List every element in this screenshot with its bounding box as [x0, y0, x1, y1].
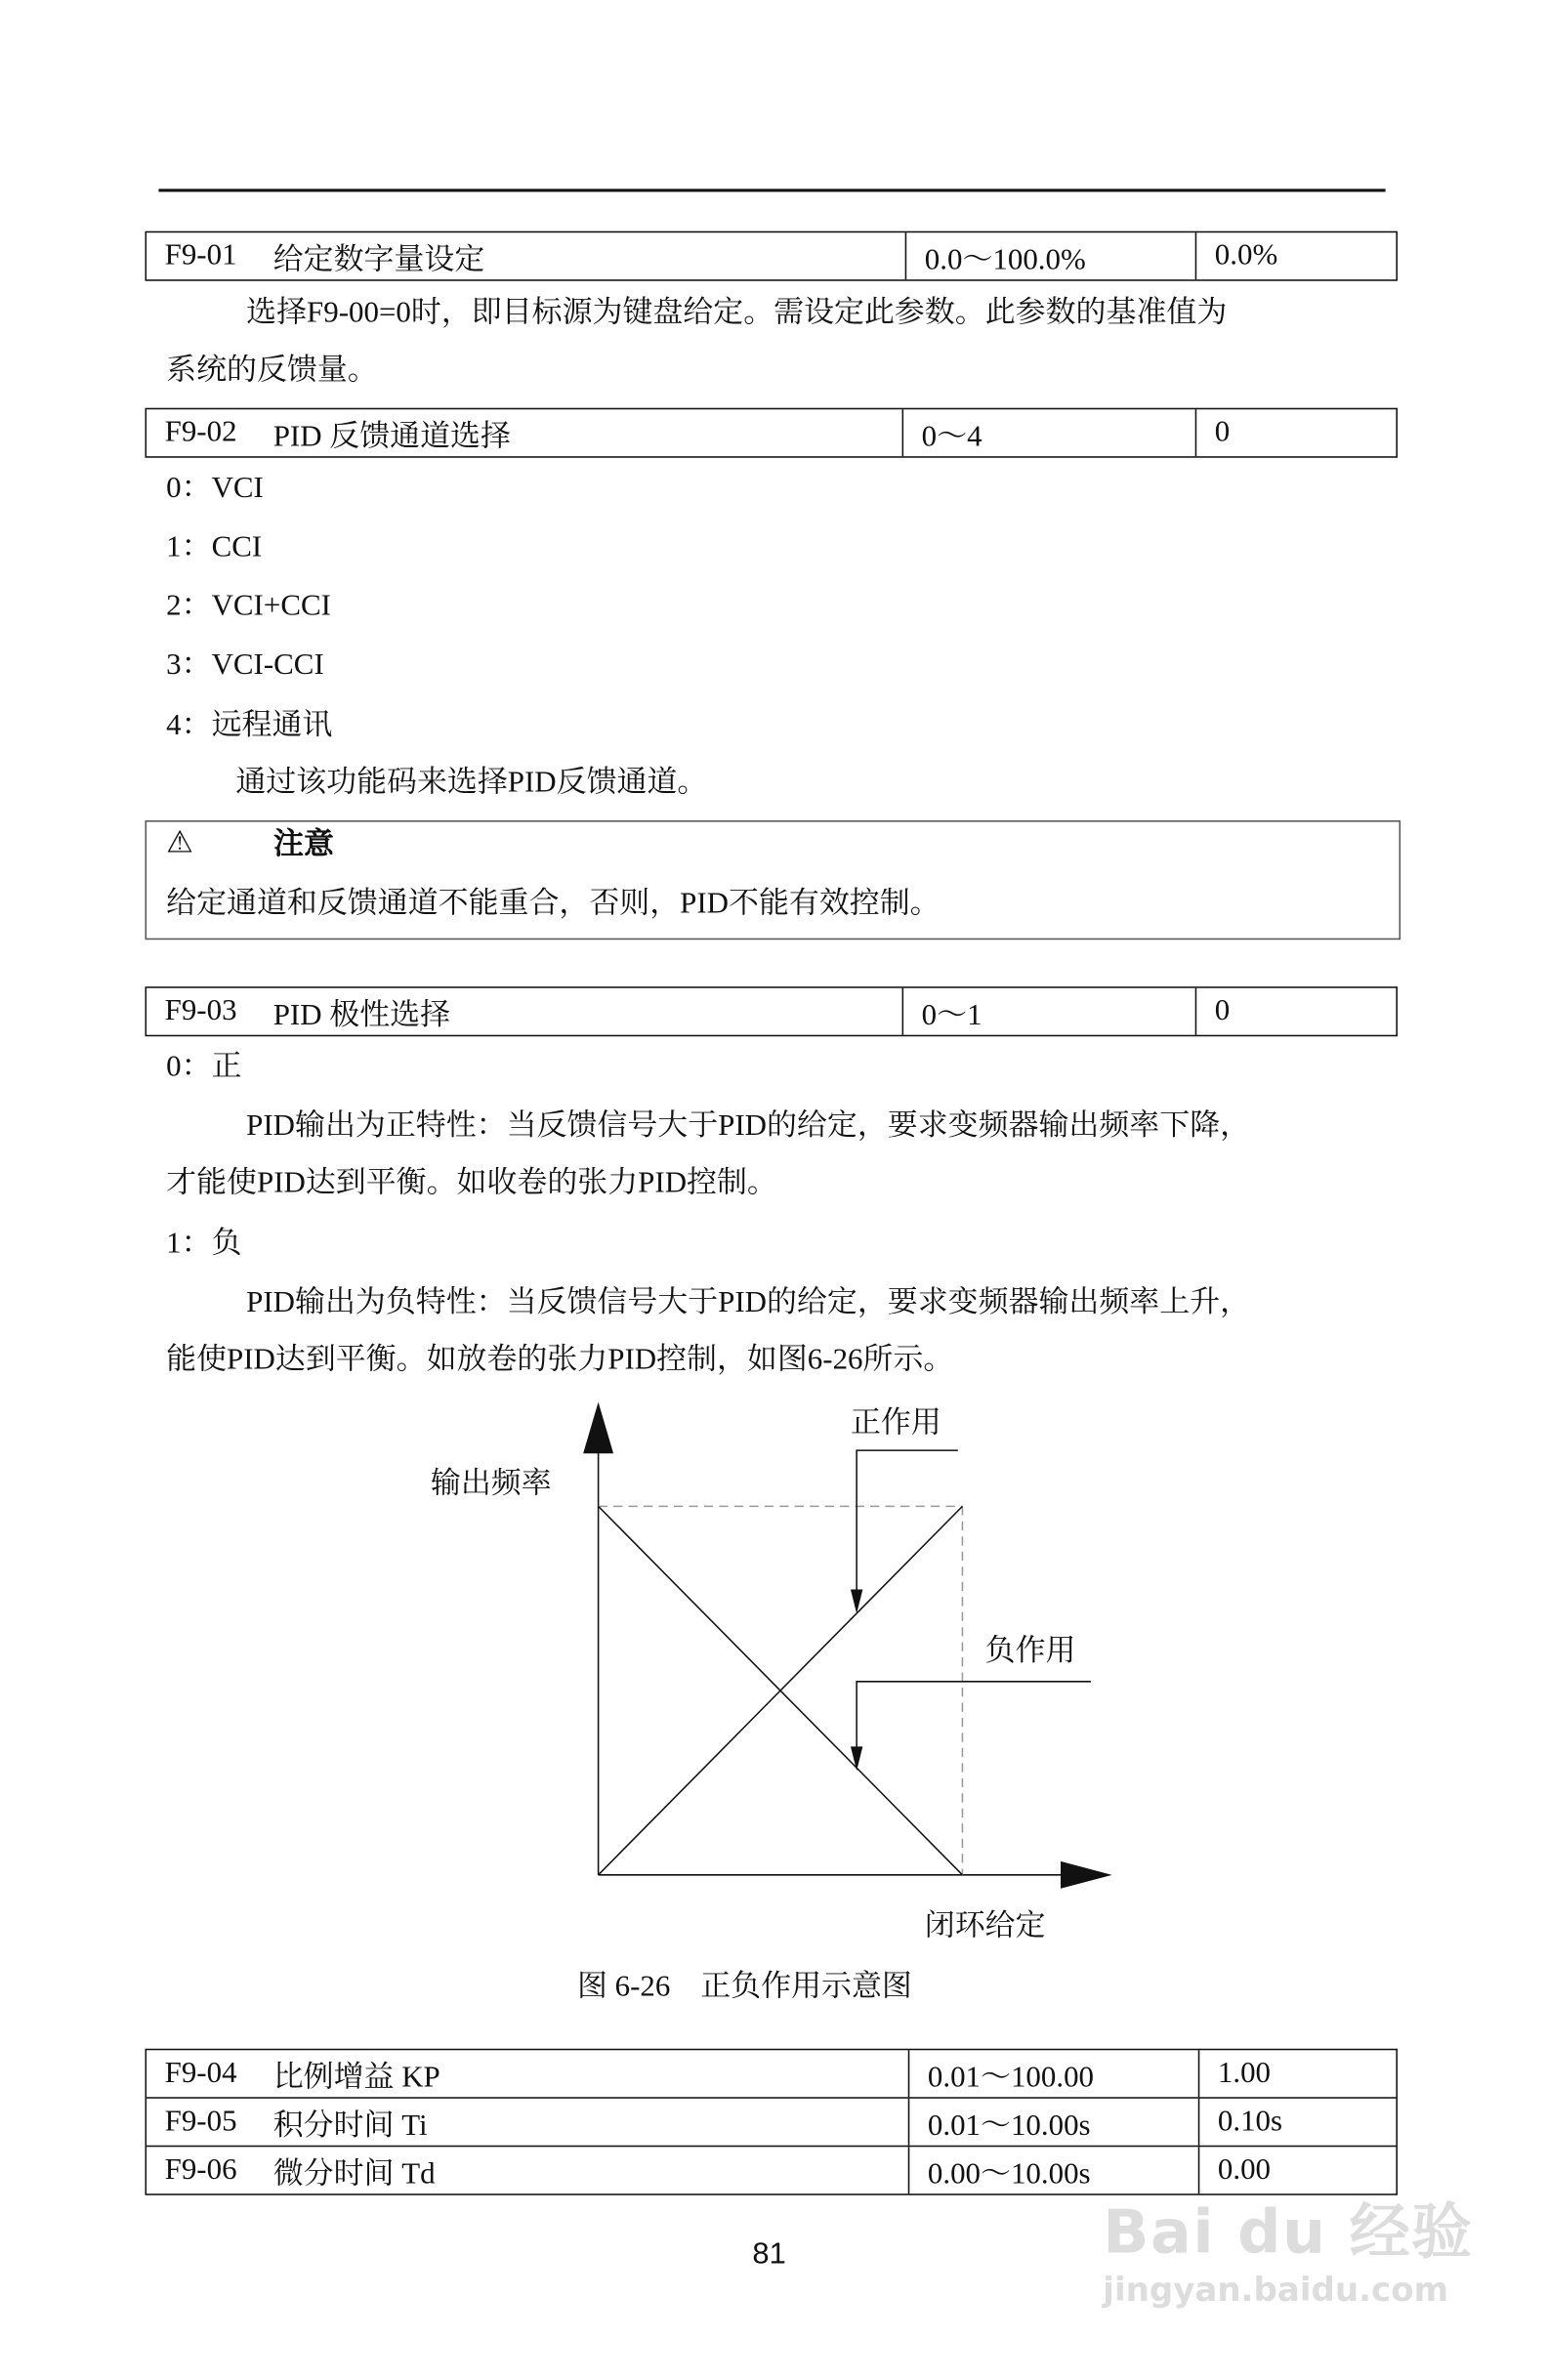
param-range: 0.00～10.00s — [908, 2147, 1198, 2193]
param-table-f9-04-06 — [146, 2049, 1398, 2195]
positive-label: 正作用 — [850, 1406, 941, 1441]
paragraph: PID输出为负特性：当反馈信号大于PID的给定，要求变频器输出频率上升， — [246, 1285, 1251, 1319]
param-name: 微分时间 Td — [272, 2157, 436, 2192]
positive-pointer — [857, 1450, 958, 1599]
param-default: 0 — [1195, 988, 1400, 1035]
param-name: PID 极性选择 — [272, 998, 451, 1032]
param-code: F9-03 — [164, 993, 237, 1027]
param-code: F9-02 — [164, 415, 237, 449]
paragraph: 选择F9-00=0时，即目标源为键盘给定。需设定此参数。此参数的基准值为 — [246, 296, 1228, 330]
param-name: 积分时间 Ti — [272, 2109, 428, 2143]
x-axis-label: 闭环给定 — [924, 1909, 1046, 1943]
table-row — [146, 2146, 1396, 2194]
param-default: 0.10s — [1198, 2099, 1400, 2146]
note-title: 注意 — [273, 827, 334, 861]
paragraph: 通过该功能码来选择PID反馈通道。 — [235, 766, 708, 800]
param-name: 比例增益 KP — [272, 2061, 440, 2095]
param-range: 0～1 — [902, 988, 1195, 1035]
paragraph: PID输出为正特性：当反馈信号大于PID的给定，要求变频器输出频率下降， — [246, 1108, 1251, 1143]
option-item: 1：CCI — [166, 529, 263, 564]
negative-label: 负作用 — [984, 1634, 1076, 1668]
param-name: 给定数字量设定 — [272, 243, 485, 277]
option-item: 0：VCI — [166, 471, 264, 505]
option-item: 2：VCI+CCI — [166, 589, 331, 623]
param-default: 0.0% — [1195, 232, 1400, 279]
param-name: PID 反馈通道选择 — [272, 420, 511, 454]
param-default: 0 — [1195, 409, 1400, 456]
param-range: 0.01～100.00 — [908, 2050, 1198, 2097]
table-row — [146, 2097, 1396, 2146]
watermark-brand: Bai du 经验 — [1103, 2197, 1474, 2269]
param-code: F9-05 — [164, 2104, 237, 2139]
note-text: 给定通道和反馈通道不能重合，否则，PID不能有效控制。 — [166, 887, 941, 921]
arrow-down-icon — [851, 1746, 862, 1771]
param-code: F9-06 — [164, 2152, 237, 2187]
y-axis-label: 输出频率 — [430, 1467, 552, 1501]
param-default: 1.00 — [1198, 2050, 1400, 2097]
option-item: 3：VCI-CCI — [166, 647, 324, 682]
param-code: F9-04 — [164, 2056, 237, 2090]
page-number: 81 — [752, 2237, 786, 2272]
option-item: 1：负 — [166, 1227, 242, 1261]
x-axis-arrow-icon — [1061, 1861, 1112, 1889]
negative-pointer — [857, 1682, 1091, 1757]
param-code: F9-01 — [164, 238, 237, 272]
param-range: 0.0～100.0% — [905, 232, 1195, 279]
warning-icon: ⚠ — [166, 826, 193, 860]
figure-caption: 图 6-26 正负作用示意图 — [576, 1970, 912, 2004]
param-default: 0.00 — [1198, 2147, 1400, 2193]
paragraph: 能使PID达到平衡。如放卷的张力PID控制，如图6-26所示。 — [166, 1343, 954, 1377]
option-item: 0：正 — [166, 1050, 242, 1084]
paragraph: 才能使PID达到平衡。如收卷的张力PID控制。 — [166, 1166, 777, 1200]
baidu-watermark — [1103, 2197, 1474, 2311]
y-axis-arrow-icon — [583, 1402, 613, 1454]
table-row — [146, 2050, 1396, 2097]
param-range: 0～4 — [902, 409, 1195, 456]
option-item: 4：远程通讯 — [166, 708, 333, 742]
watermark-url: jingyan.baidu.com — [1103, 2272, 1449, 2311]
param-range: 0.01～10.00s — [908, 2099, 1198, 2146]
paragraph: 系统的反馈量。 — [166, 353, 378, 388]
